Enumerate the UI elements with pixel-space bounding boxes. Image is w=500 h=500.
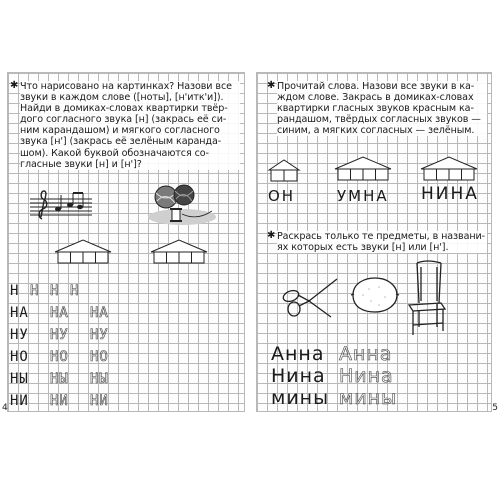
letter-trace: НЫ: [90, 371, 109, 387]
task-line: Прочитай слова. Назови все звуки в ка-: [277, 81, 475, 92]
right-task-2: [267, 230, 487, 254]
letter-trace: НИ: [50, 393, 69, 409]
letter-sample: НО: [10, 349, 29, 365]
yarn-thread-picture: [142, 181, 218, 231]
copy-sample: Анна: [271, 343, 325, 365]
word-umna: УМНА: [337, 187, 389, 205]
star-icon: ✱: [10, 80, 19, 91]
task-line: шом). Какой буквой обозначаются со-: [20, 147, 209, 159]
word-house-nina: [419, 155, 479, 183]
copy-sample: Нина: [271, 365, 326, 387]
task-line: дого согласного звука [н] (закрась её си-: [20, 114, 227, 126]
task-line: Найди в домиках-словах квартирки твёр-: [20, 103, 228, 115]
letter-trace: НО: [90, 349, 109, 365]
letter-trace: НО: [50, 349, 69, 365]
scissors-picture: [279, 273, 341, 327]
music-notes-picture: [28, 187, 94, 227]
letter-trace: Н: [50, 283, 60, 299]
task-line: синим, а мягких согласных — зелёным.: [277, 125, 475, 137]
letter-trace: Н: [70, 283, 80, 299]
letter-sample: НЫ: [10, 371, 29, 387]
word-house-1: [53, 239, 113, 265]
task-line: ждом слове. Закрась в домиках-словах: [277, 92, 474, 104]
right-page: [256, 72, 498, 413]
word-house-umna: [333, 155, 393, 183]
left-task: [10, 80, 240, 170]
copy-sample: мины: [271, 387, 330, 409]
star-icon: ✱: [267, 80, 276, 91]
letter-trace: НА: [50, 305, 69, 321]
letter-sample: НА: [10, 305, 29, 321]
word-house-2: [149, 239, 209, 265]
letter-sample: НИ: [10, 393, 29, 409]
right-task-1: [267, 80, 487, 137]
letter-sample: Н: [10, 283, 20, 299]
task-line: ях которых есть звуки [н] или [н'].: [277, 242, 449, 254]
copy-trace: Нина: [339, 365, 394, 387]
chair-picture: [407, 257, 447, 341]
task-line: рандашом, твёрдых согласных звуков —: [277, 114, 481, 126]
star-icon: ✱: [267, 230, 276, 241]
copy-trace: Анна: [339, 343, 393, 365]
letter-trace: НУ: [50, 327, 69, 343]
task-line: квартирки гласных звуков красным ка-: [277, 103, 474, 115]
letter-trace: НА: [90, 305, 109, 321]
task-line: гласные звуки [н] и [н']?: [20, 158, 142, 170]
letter-trace: НИ: [90, 393, 109, 409]
task-line: ним карандашом) и мягкого согласного: [20, 125, 220, 137]
letter-sample: НУ: [10, 327, 29, 343]
letter-trace: НЫ: [50, 371, 69, 387]
task-line: Раскрась только те предметы, в названи-: [277, 231, 486, 242]
page-number: 5: [492, 403, 498, 413]
lemon-picture: [349, 275, 401, 319]
word-nina: НИНА: [421, 184, 479, 204]
letter-trace: Н: [30, 283, 40, 299]
page-number: 4: [2, 403, 8, 413]
word-on: ОН: [268, 187, 296, 205]
task-line: звука [н'] (закрась её зелёным каранда-: [20, 136, 222, 148]
copy-trace: мины: [339, 387, 398, 409]
task-line: звуки в каждом слове ([ноты], [н'итк'и]).: [20, 92, 224, 104]
left-page: [2, 72, 245, 413]
letter-trace: НУ: [90, 327, 109, 343]
task-line: Что нарисовано на картинках? Назови все: [20, 81, 232, 92]
word-house-on: [267, 157, 301, 183]
